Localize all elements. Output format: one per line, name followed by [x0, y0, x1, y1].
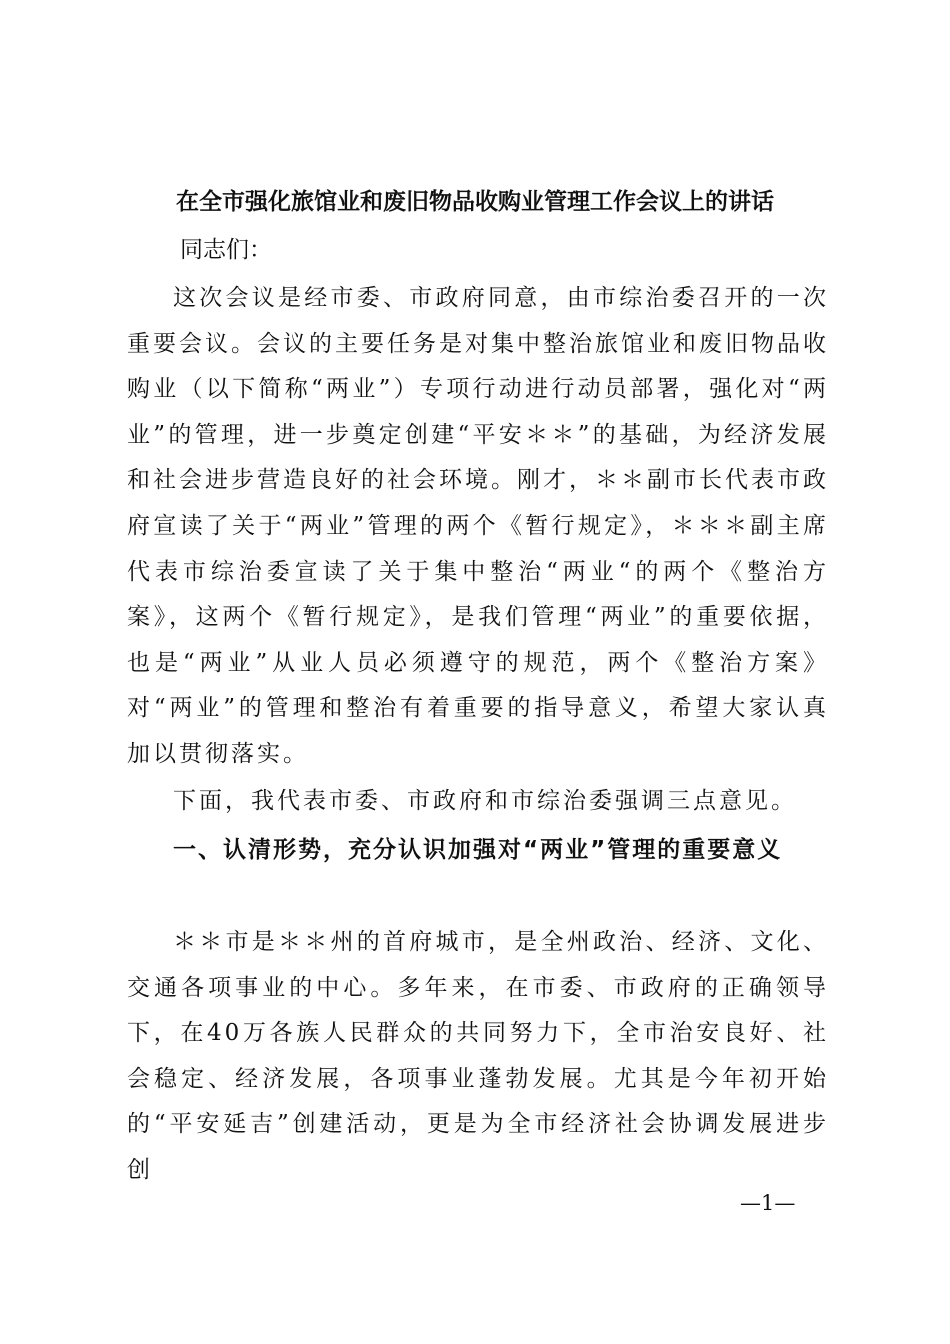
salutation: 同志们：	[180, 237, 272, 263]
section-heading-1: 一、认清形势，充分认识加强对“两业”管理的重要意义	[173, 837, 783, 863]
body-paragraph-2: 下面，我代表市委、市政府和市综治委强调三点意见。	[173, 788, 797, 814]
document-title: 在全市强化旅馆业和废旧物品收购业管理工作会议上的讲话	[176, 189, 774, 215]
page-number: —1—	[740, 1191, 796, 1215]
body-paragraph-1: 这次会议是经市委、市政府同意，由市综治委召开的一次重要会议。会议的主要任务是对集中整治旅馆业和废旧物品收购业（以下简称“两业”）专项行动进行动员部署，强化对“两业”的管理，进一步奠定创建“平安＊＊”的基础，为经济发展和社会进步营造良好的社会环境。刚才，＊＊副市长代表市政府宣读了关于“两业”管理的两个《暂行规定》，＊＊＊副主席代表市综治委宣读了关于集中整治“两业“的两个《整治方案》，这两个《暂行规定》，是我们管理“两业”的重要依据，也是“两业”从业人员必须遵守的规范，两个《整治方案》对“两业”的管理和整治有着重要的指导意义，希望大家认真加以贯彻落实。	[127, 285, 829, 767]
body-paragraph-3: ＊＊市是＊＊州的首府城市，是全州政治、经济、文化、交通各项事业的中心。多年来，在市委、市政府的正确领导下，在40万各族人民群众的共同努力下，全市治安良好、社会稳定、经济发展，各项事业蓬勃发展。尤其是今年初开始的“平安延吉”创建活动，更是为全市经济社会协调发展进步创	[127, 929, 829, 1183]
